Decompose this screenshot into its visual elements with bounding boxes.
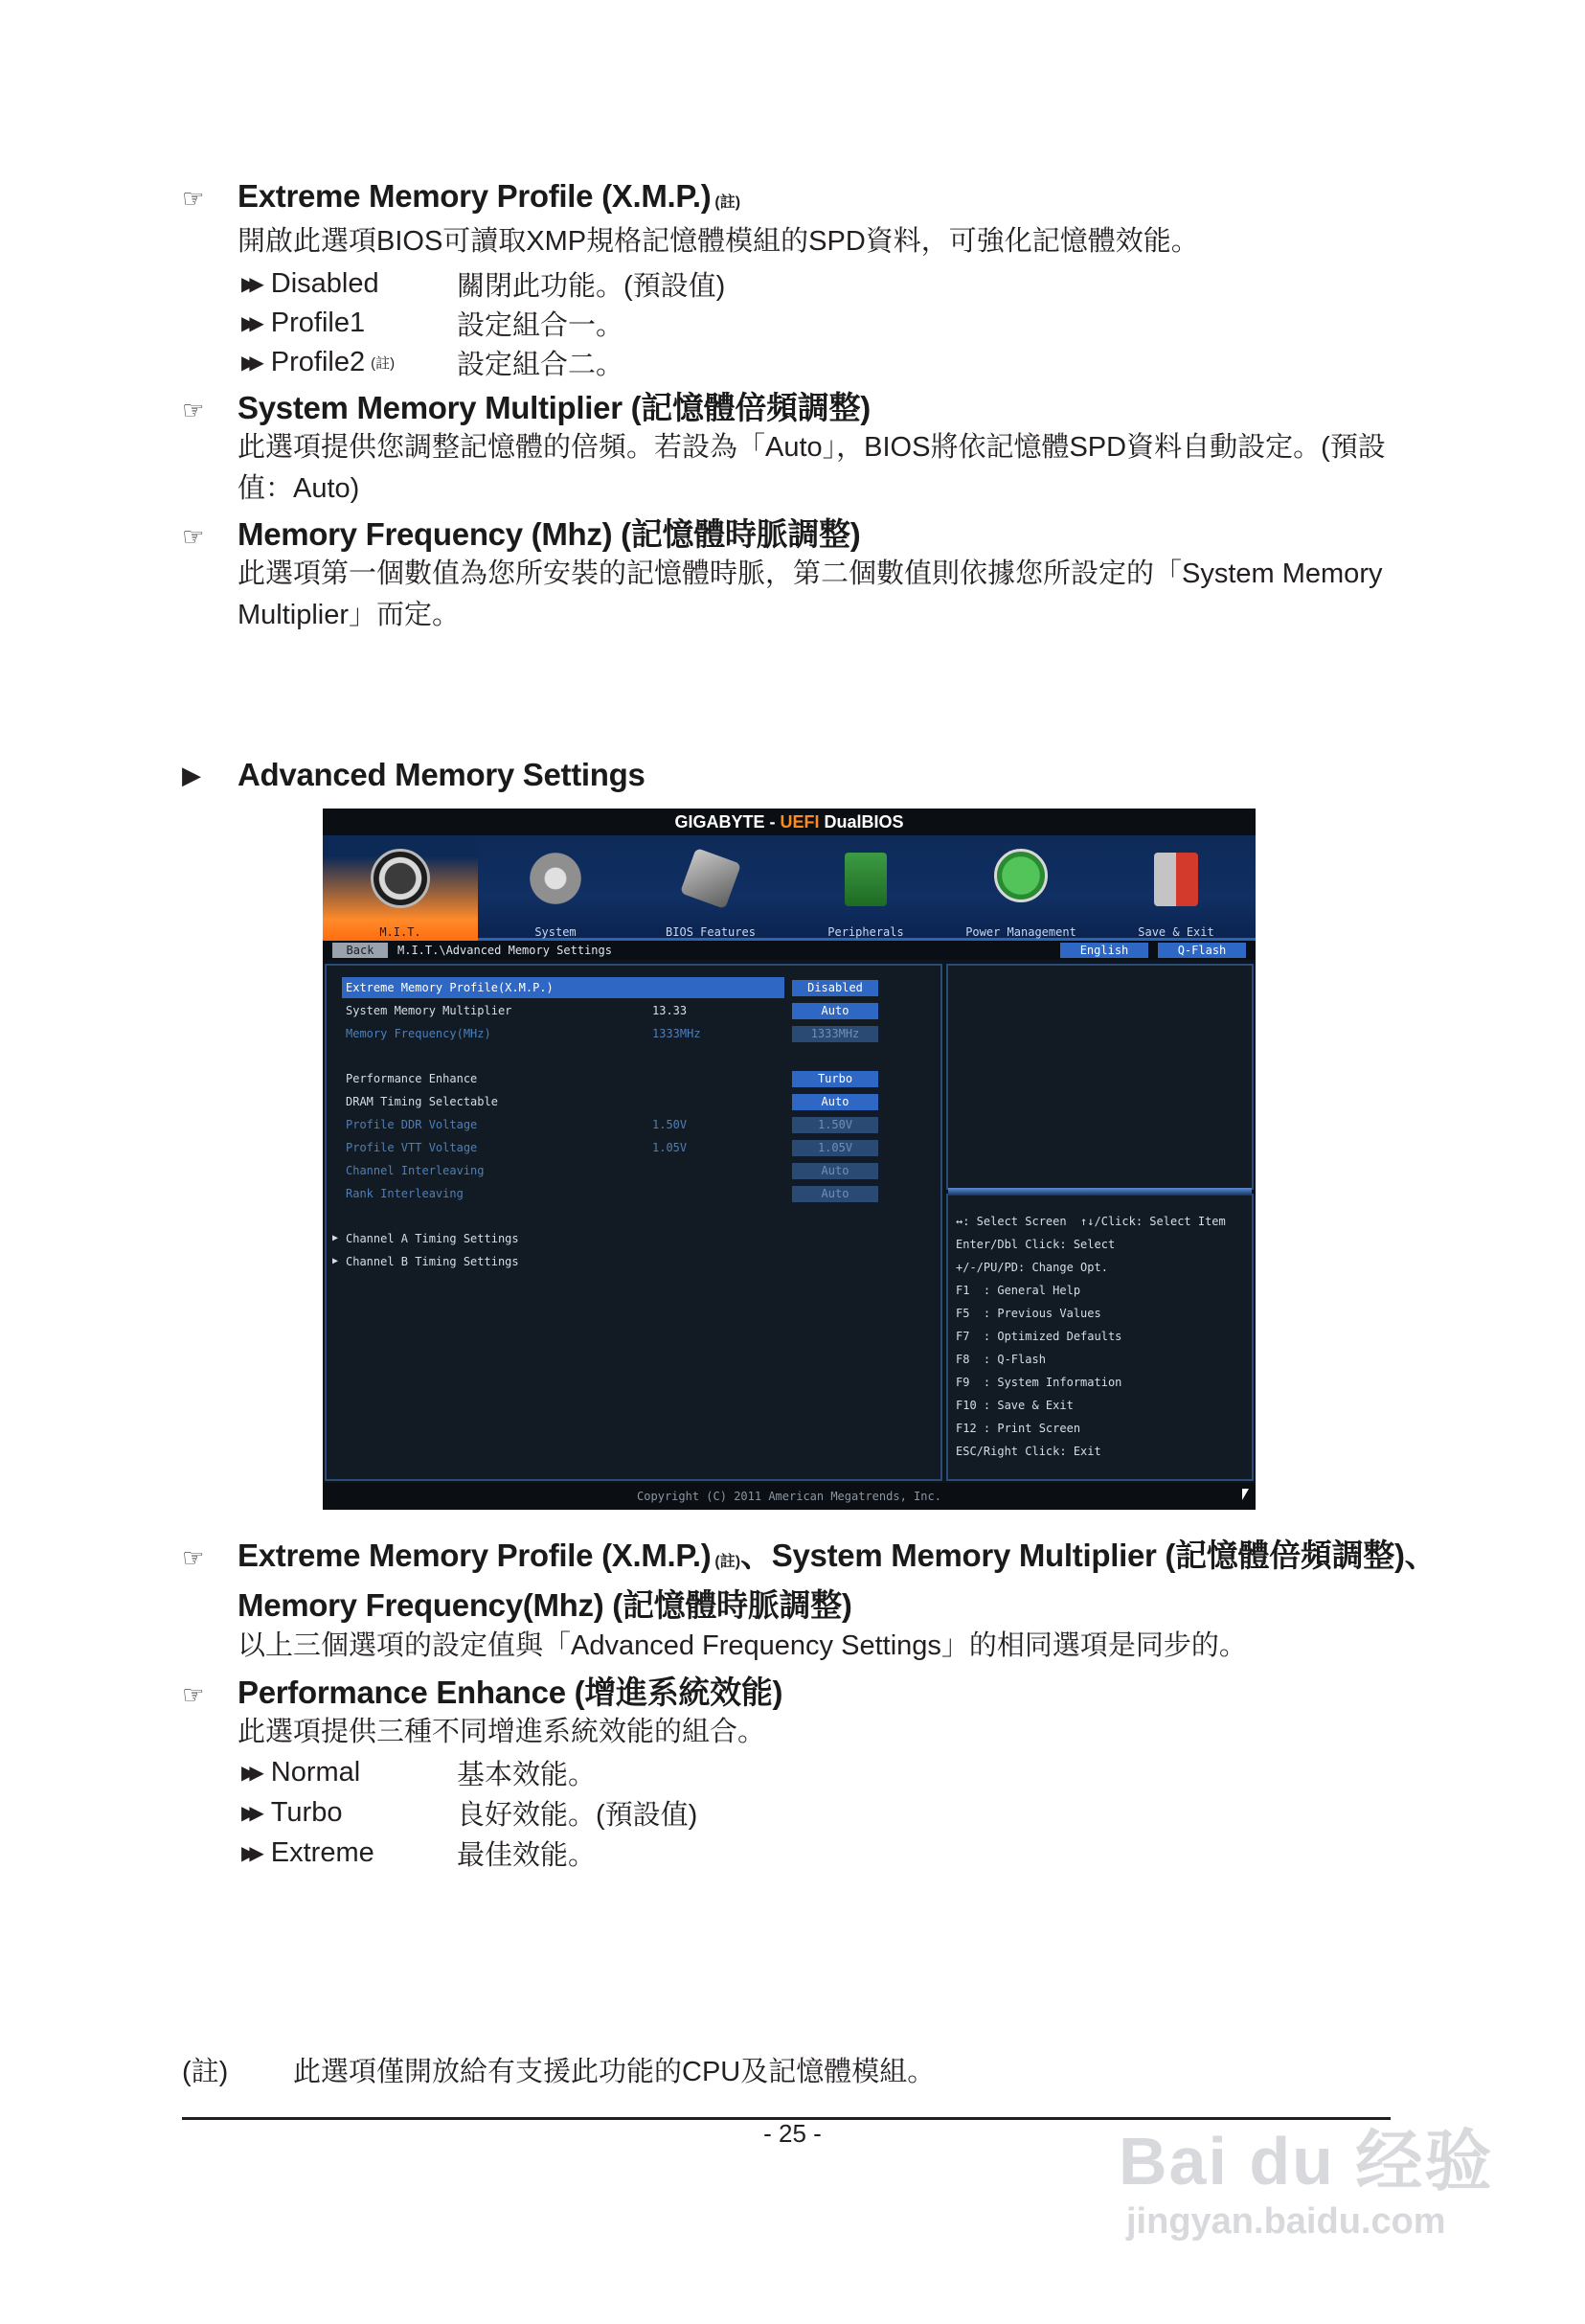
help-line: F12 : Print Screen — [956, 1422, 1081, 1435]
option-row — [241, 1793, 697, 1833]
setting-value-button: 1333MHz — [792, 1026, 878, 1042]
bios-brand: GIGABYTE - — [674, 812, 781, 832]
pointing-hand-icon: ☞ — [182, 1543, 205, 1572]
double-arrow-icon: ▶▶ — [241, 274, 258, 295]
setting-row-multiplier[interactable] — [327, 1000, 940, 1021]
bios-screenshot — [323, 809, 1256, 1510]
bios-nav-bar — [323, 835, 1256, 941]
pointing-hand-icon: ☞ — [182, 396, 205, 424]
option-name: Normal — [270, 1757, 361, 1788]
setting-row-rank-interleaving — [327, 1183, 940, 1204]
tab-save-exit[interactable] — [1098, 835, 1254, 941]
option-text: 設定組合二。 — [457, 350, 624, 380]
option-name: Profile1 — [270, 308, 366, 338]
item-title-cont: Memory Frequency(Mhz) (記憶體時脈調整) — [238, 1587, 852, 1623]
item-description: 此選項第一個數值為您所安裝的記憶體時脈，第二個數值則依據您所設定的「System Memory Multiplier」而定。 — [238, 558, 1383, 630]
footnote-text: 此選項僅開放給有支援此功能的CPU及記憶體模組。 — [293, 2057, 936, 2087]
setting-name: System Memory Multiplier — [346, 1004, 512, 1017]
option-text: 基本效能。 — [457, 1760, 597, 1790]
item-description: 以上三個選項的設定值與「Advanced Frequency Settings」的相同選項是同步的。 — [238, 1630, 1247, 1661]
option-row — [241, 264, 725, 304]
setting-row-dram-timing[interactable] — [327, 1091, 940, 1112]
submenu-name: Channel B Timing Settings — [346, 1255, 519, 1268]
setting-row-frequency — [327, 1023, 940, 1044]
setting-row-channel-interleaving — [327, 1160, 940, 1181]
setting-value-button[interactable]: Disabled — [792, 980, 878, 996]
tab-bios-features[interactable] — [633, 835, 788, 941]
setting-value-button[interactable]: Turbo — [792, 1071, 878, 1087]
setting-name: Profile DDR Voltage — [346, 1118, 478, 1131]
option-row — [241, 1753, 596, 1792]
triangle-right-icon: ▶ — [332, 1233, 339, 1243]
tab-label: M.I.T. — [379, 925, 421, 939]
pointing-hand-icon: ☞ — [182, 184, 205, 213]
help-line: F8 : Q-Flash — [956, 1353, 1046, 1366]
section-title: Advanced Memory Settings — [238, 757, 645, 792]
setting-name: Performance Enhance — [346, 1072, 478, 1085]
breadcrumb-path: M.I.T.\Advanced Memory Settings — [397, 944, 612, 957]
item-title: Extreme Memory Profile (X.M.P.) — [238, 1538, 712, 1573]
item-description: 此選項提供三種不同增進系統效能的組合。 — [238, 1717, 766, 1747]
option-text: 設定組合一。 — [457, 310, 624, 341]
setting-row-xmp[interactable] — [327, 977, 940, 998]
setting-value-button[interactable]: Auto — [792, 1003, 878, 1019]
option-text: 關閉此功能。(預設值) — [457, 271, 726, 302]
double-arrow-icon: ▶▶ — [241, 353, 258, 374]
item-memory-multiplier — [182, 383, 871, 428]
watermark-url: jingyan.baidu.com — [1126, 2201, 1446, 2242]
breadcrumb — [323, 941, 1256, 960]
option-row — [241, 343, 623, 382]
option-name: Disabled — [270, 268, 379, 299]
tab-label: BIOS Features — [666, 925, 756, 939]
option-text: 最佳效能。 — [457, 1840, 597, 1871]
item-description: 開啟此選項BIOS可讀取XMP規格記憶體模組的SPD資料，可強化記憶體效能。 — [238, 226, 1199, 257]
bios-copyright: Copyright (C) 2011 American Megatrends, Inc. — [323, 1483, 1256, 1510]
tab-label: System — [534, 925, 577, 939]
setting-value-button[interactable]: Auto — [792, 1094, 878, 1110]
option-text: 良好效能。(預設值) — [457, 1800, 698, 1831]
note-mark: (註) — [371, 355, 396, 372]
back-button[interactable]: Back — [332, 943, 388, 958]
double-arrow-icon: ▶▶ — [241, 313, 258, 334]
item-description: 此選項提供您調整記憶體的倍頻。若設為「Auto」，BIOS將依記憶體SPD資料自動設定。(預設值：Auto) — [238, 432, 1386, 504]
exit-door-icon — [1154, 853, 1198, 906]
setting-name: Memory Frequency(MHz) — [346, 1027, 491, 1040]
help-line: F10 : Save & Exit — [956, 1399, 1074, 1412]
settings-panel — [325, 964, 942, 1481]
footnote-mark: (註) — [182, 2057, 229, 2087]
setting-row-performance[interactable] — [327, 1068, 940, 1089]
setting-name: Channel Interleaving — [346, 1164, 485, 1177]
gear-icon — [526, 849, 585, 908]
setting-row-ddr-voltage — [327, 1114, 940, 1135]
tab-mit[interactable] — [323, 835, 478, 941]
option-name: Extreme — [270, 1837, 374, 1868]
item-performance-enhance — [182, 1668, 782, 1713]
setting-name: Extreme Memory Profile(X.M.P.) — [342, 977, 784, 998]
item-help-panel — [946, 964, 1254, 1190]
double-arrow-icon: ▶▶ — [241, 1843, 258, 1864]
item-title: Performance Enhance (增進系統效能) — [238, 1675, 783, 1710]
item-title: System Memory Multiplier (記憶體倍頻調整) — [238, 390, 871, 425]
setting-name: Rank Interleaving — [346, 1187, 464, 1200]
setting-name: Profile VTT Voltage — [346, 1141, 478, 1154]
note-mark: (註) — [714, 1554, 741, 1570]
card-icon — [845, 853, 887, 906]
qflash-button[interactable]: Q-Flash — [1158, 943, 1246, 958]
setting-value-button: 1.05V — [792, 1140, 878, 1156]
chip-icon — [680, 848, 741, 909]
setting-current-value: 1333MHz — [652, 1027, 701, 1040]
submenu-channel-b[interactable] — [327, 1251, 940, 1272]
triangle-right-icon: ▶ — [332, 1256, 339, 1266]
help-line: +/-/PU/PD: Change Opt. — [956, 1261, 1108, 1274]
option-name: Turbo — [270, 1797, 343, 1828]
page-number: - 25 - — [763, 2119, 822, 2148]
tab-peripherals[interactable] — [788, 835, 943, 941]
setting-row-vtt-voltage — [327, 1137, 940, 1158]
tab-label: Power Management — [965, 925, 1076, 939]
help-line: F5 : Previous Values — [956, 1307, 1101, 1320]
tab-power-management[interactable] — [943, 835, 1098, 941]
tab-label: Peripherals — [827, 925, 904, 939]
setting-name: DRAM Timing Selectable — [346, 1095, 498, 1108]
help-line: ↔: Select Screen ↑↓/Click: Select Item — [956, 1215, 1226, 1228]
key-help-panel — [946, 1194, 1254, 1481]
setting-current-value: 1.50V — [652, 1118, 688, 1131]
option-row — [241, 1834, 596, 1873]
item-sync-settings — [182, 1531, 1436, 1576]
help-line: F1 : General Help — [956, 1284, 1081, 1297]
setting-value-button: 1.50V — [792, 1117, 878, 1133]
bios-uefi: UEFI — [780, 812, 820, 832]
option-row — [241, 304, 623, 343]
item-memory-frequency — [182, 510, 860, 555]
item-title: Extreme Memory Profile (X.M.P.) — [238, 178, 712, 214]
tab-system[interactable] — [478, 835, 633, 941]
speedometer-icon — [371, 849, 430, 908]
watermark-logo: Bai du 经验 — [1119, 2124, 1494, 2199]
note-mark: (註) — [714, 194, 741, 211]
bios-dualbios: DualBIOS — [819, 812, 904, 832]
baidu-watermark — [1119, 2069, 1521, 2261]
triangle-right-icon: ▶ — [182, 760, 201, 789]
submenu-name: Channel A Timing Settings — [346, 1232, 519, 1245]
item-xmp — [182, 178, 740, 215]
setting-current-value: 1.05V — [652, 1141, 688, 1154]
help-line: ESC/Right Click: Exit — [956, 1445, 1101, 1458]
bios-title — [323, 809, 1256, 835]
help-line: F9 : System Information — [956, 1376, 1122, 1389]
pointing-hand-icon: ☞ — [182, 522, 205, 551]
pointing-hand-icon: ☞ — [182, 1680, 205, 1709]
item-title-cont: 、System Memory Multiplier (記憶體倍頻調整)、 — [740, 1538, 1437, 1573]
mouse-cursor-icon — [1242, 1489, 1249, 1500]
footnote — [182, 2050, 935, 2089]
section-heading — [182, 757, 645, 793]
setting-value-button: Auto — [792, 1163, 878, 1179]
power-icon — [994, 849, 1048, 902]
option-name: Profile2 — [270, 347, 366, 377]
double-arrow-icon: ▶▶ — [241, 1803, 258, 1824]
setting-value-button: Auto — [792, 1186, 878, 1202]
tab-label: Save & Exit — [1138, 925, 1214, 939]
setting-current-value: 13.33 — [652, 1004, 688, 1017]
help-line: Enter/Dbl Click: Select — [956, 1238, 1116, 1251]
submenu-channel-a[interactable] — [327, 1228, 940, 1249]
help-line: F7 : Optimized Defaults — [956, 1330, 1122, 1343]
double-arrow-icon: ▶▶ — [241, 1763, 258, 1784]
item-title: Memory Frequency (Mhz) (記憶體時脈調整) — [238, 516, 861, 552]
language-button[interactable]: English — [1060, 943, 1148, 958]
